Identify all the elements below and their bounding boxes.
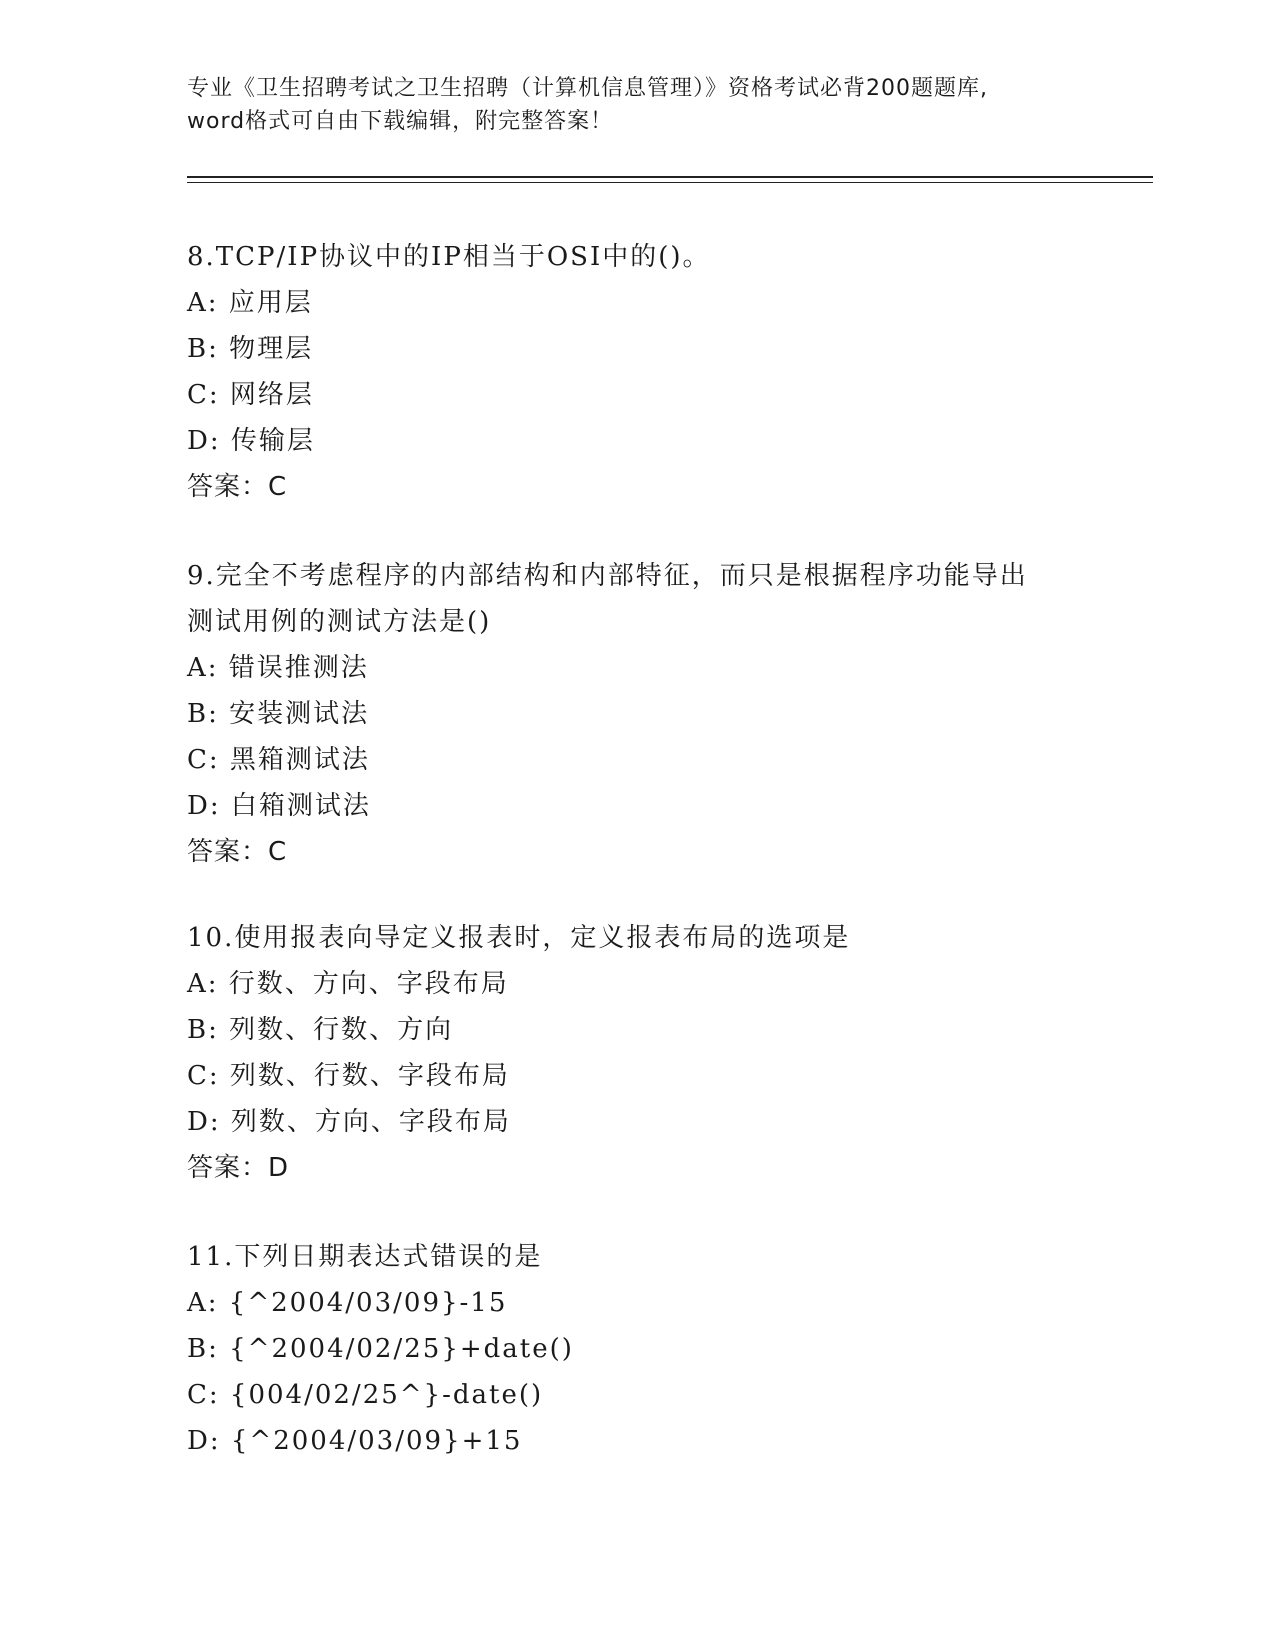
option-b: B: 列数、行数、方向	[187, 1015, 454, 1045]
question-9	[187, 553, 1087, 875]
answer-text: 答案：C	[187, 472, 288, 502]
question-11	[187, 1234, 1087, 1464]
option-d: D: 列数、方向、字段布局	[187, 1107, 511, 1137]
option-c: C: 网络层	[187, 380, 314, 410]
question-stem-line-1: 9.完全不考虑程序的内部结构和内部特征，而只是根据程序功能导出	[187, 561, 1028, 591]
option-a: A: 应用层	[187, 288, 313, 318]
answer-text: 答案：C	[187, 837, 288, 867]
option-d: D: 传输层	[187, 426, 315, 456]
option-d: D: 白箱测试法	[187, 791, 371, 821]
header-divider-thin	[187, 182, 1153, 183]
question-stem: 10.使用报表向导定义报表时，定义报表布局的选项是	[187, 923, 851, 953]
document-header	[187, 72, 1087, 138]
option-d: D: {^2004/03/09}+15	[187, 1426, 523, 1456]
question-8	[187, 234, 1087, 510]
option-a: A: {^2004/03/09}-15	[187, 1288, 508, 1318]
option-c: C: 黑箱测试法	[187, 745, 370, 775]
answer-text: 答案：D	[187, 1153, 290, 1183]
option-c: C: 列数、行数、字段布局	[187, 1061, 510, 1091]
question-stem: 11.下列日期表达式错误的是	[187, 1242, 543, 1272]
option-b: B: 物理层	[187, 334, 314, 364]
option-a: A: 错误推测法	[187, 653, 369, 683]
header-line-2: word格式可自由下载编辑，附完整答案！	[187, 109, 614, 134]
option-c: C: {004/02/25^}-date()	[187, 1380, 544, 1410]
option-b: B: {^2004/02/25}+date()	[187, 1334, 574, 1364]
header-divider-thick	[187, 176, 1153, 178]
question-stem-line-2: 测试用例的测试方法是()	[187, 607, 492, 637]
option-a: A: 行数、方向、字段布局	[187, 969, 509, 999]
option-b: B: 安装测试法	[187, 699, 370, 729]
question-stem: 8.TCP/IP协议中的IP相当于OSI中的()。	[187, 242, 711, 272]
header-line-1: 专业《卫生招聘考试之卫生招聘（计算机信息管理）》资格考试必背200题题库,	[187, 76, 988, 101]
question-10	[187, 915, 1087, 1191]
